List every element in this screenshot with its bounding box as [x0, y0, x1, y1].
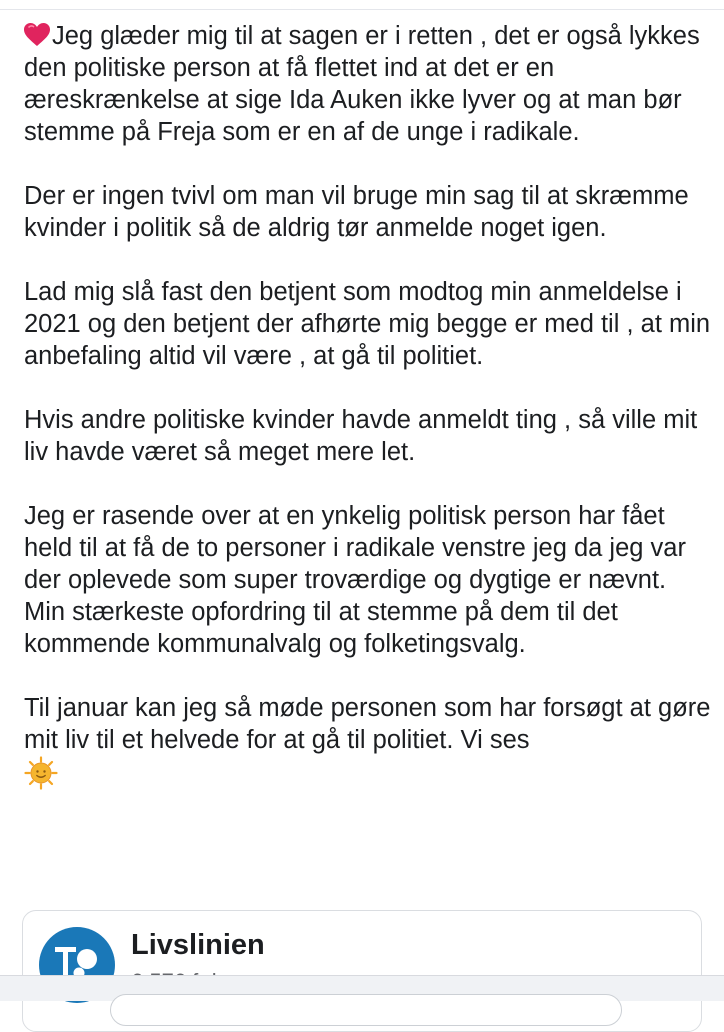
- bottom-pill[interactable]: [110, 994, 622, 1026]
- top-divider: [0, 0, 724, 10]
- post-text: [24, 20, 714, 792]
- post-paragraph-5: Jeg er rasende over at en ynkelig politisk person har fået held til at få de to personer i radikale venstre jeg da jeg var der oplevede som super troværdige og dygtige er nævnt. Min stærkeste opfordring til at stemme på dem til det kommende kommunalvalg og folketingsvalg.: [24, 502, 686, 658]
- post-paragraph-1: [24, 20, 714, 148]
- post-paragraph-3: Lad mig slå fast den betjent som modtog min anmeldelse i 2021 og den betjent der afhørte mig begge er med til , at min anbefaling altid vil være , at gå til politiet.: [24, 278, 711, 370]
- post-paragraph-4: Hvis andre politiske kvinder havde anmeldt ting , så ville mit liv havde været så meget mere let.: [24, 406, 698, 466]
- post-paragraph-6-text: Til januar kan jeg så møde personen som har forsøgt at gøre mit liv til et helvede for at gå til politiet. Vi ses: [24, 694, 711, 754]
- post-paragraph-2: Der er ingen tvivl om man vil bruge min sag til at skræmme kvinder i politik så de aldrig tør anmelde noget igen.: [24, 182, 689, 242]
- heart-icon: [24, 23, 50, 47]
- sun-icon: [24, 756, 58, 790]
- page-name[interactable]: Livslinien: [131, 929, 265, 961]
- post-paragraph-1-text: Jeg glæder mig til at sagen er i retten , det er også lykkes den politiske person at få flettet ind at det er en æreskrænkelse at sige Ida Auken ikke lyver og at man bør stemme på Freja som er en af de unge i radikale.: [24, 22, 700, 146]
- post-paragraph-6: [24, 692, 714, 792]
